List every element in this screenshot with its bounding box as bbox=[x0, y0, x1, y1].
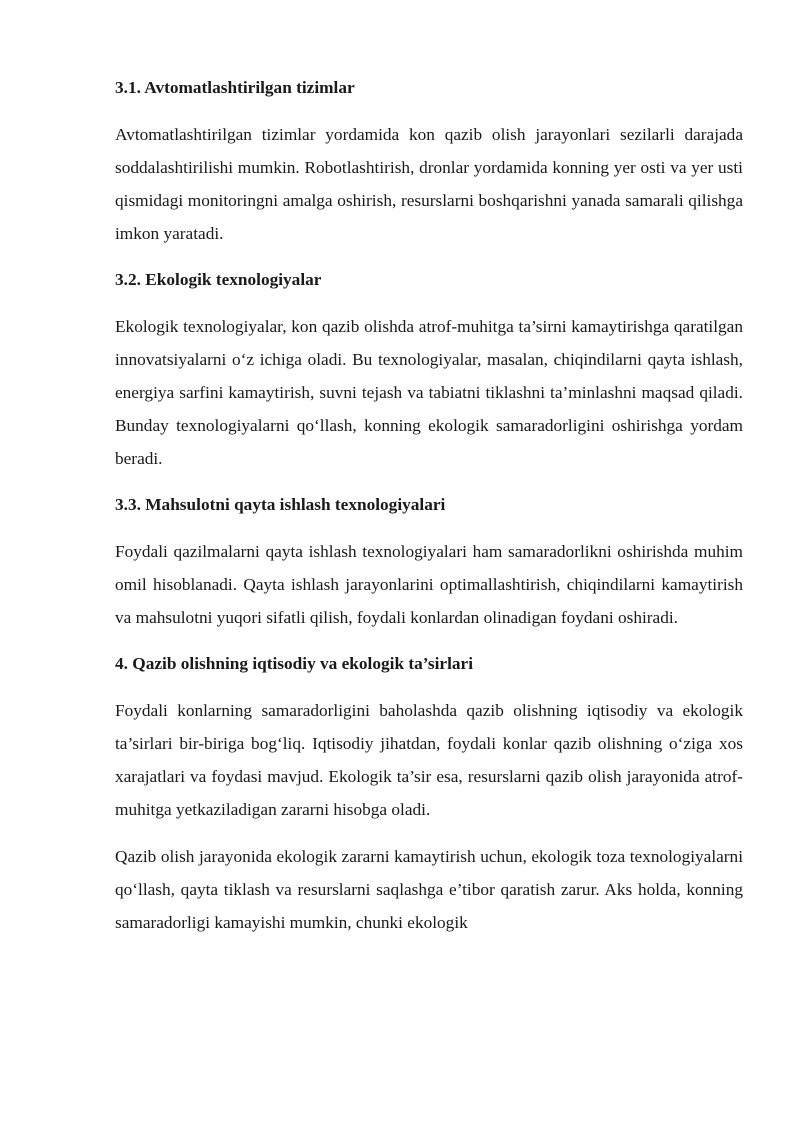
section-heading-3-3: 3.3. Mahsulotni qayta ishlash texnologiyalari bbox=[115, 495, 446, 514]
section-heading-4: 4. Qazib olishning iqtisodiy va ekologik ta’sirlari bbox=[115, 654, 473, 673]
paragraph-automated-systems: Avtomatlashtirilgan tizimlar yordamida kon qazib olish jarayonlari sezilarli darajada soddalashtirilishi mumkin. Robotlashtirish, dronlar yordamida konning yer osti va yer usti qismidagi monitoringni amalga oshirish, resurslarni boshqarishni yanada samarali qilishga imkon yaratadi. bbox=[115, 125, 743, 243]
section-heading-3-2: 3.2. Ekologik texnologiyalar bbox=[115, 270, 322, 289]
document-page bbox=[115, 72, 743, 953]
paragraph-product-processing: Foydali qazilmalarni qayta ishlash texnologiyalari ham samaradorlikni oshirishda muhim omil hisoblanadi. Qayta ishlash jarayonlarini optimallashtirish, chiqindilarni kamaytirish va mahsulotni yuqori sifatli qilish, foydali konlardan olinadigan foydani oshiradi. bbox=[115, 542, 743, 627]
section-heading-3-1: 3.1. Avtomatlashtirilgan tizimlar bbox=[115, 78, 355, 97]
paragraph-economic-ecological-impact: Foydali konlarning samaradorligini baholashda qazib olishning iqtisodiy va ekologik ta’sirlari bir-biriga bog‘liq. Iqtisodiy jihatdan, foydali konlar qazib olishning o‘ziga xos xarajatlari va foydasi mavjud. Ekologik ta’sir esa, resurslarni qazib olish jarayonida atrof-muhitga yetkaziladigan zararni hisobga oladi. bbox=[115, 701, 743, 819]
paragraph-ecological-technologies: Ekologik texnologiyalar, kon qazib olishda atrof-muhitga ta’sirni kamaytirishga qaratilgan innovatsiyalarni o‘z ichiga oladi. Bu texnologiyalar, masalan, chiqindilarni qayta ishlash, energiya sarfini kamaytirish, suvni tejash va tabiatni tiklashni ta’minlashni maqsad qiladi. Bunday texnologiyalarni qo‘llash, konning ekologik samaradorligini oshirishga yordam beradi. bbox=[115, 317, 743, 468]
paragraph-reducing-damage: Qazib olish jarayonida ekologik zararni kamaytirish uchun, ekologik toza texnologiyalarni qo‘llash, qayta tiklash va resurslarni saqlashga e’tibor qaratish zarur. Aks holda, konning samaradorligi kamayishi mumkin, chunki ekologik bbox=[115, 847, 743, 932]
